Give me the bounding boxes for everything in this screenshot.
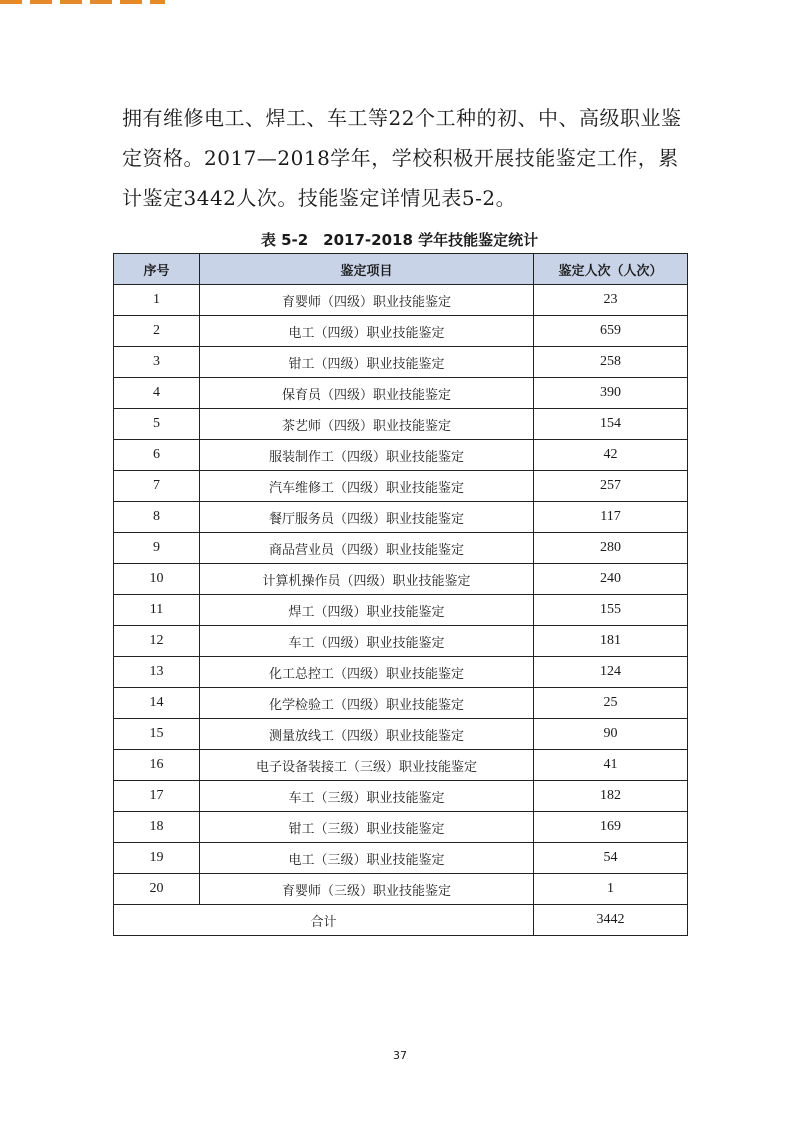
table-row	[114, 626, 688, 657]
row-number: 6	[114, 440, 200, 471]
row-count: 25	[534, 688, 688, 719]
table-row	[114, 502, 688, 533]
row-item: 育婴师（四级）职业技能鉴定	[200, 285, 534, 316]
row-item: 测量放线工（四级）职业技能鉴定	[200, 719, 534, 750]
row-count: 54	[534, 843, 688, 874]
row-item: 茶艺师（四级）职业技能鉴定	[200, 409, 534, 440]
row-number: 18	[114, 812, 200, 843]
table-row	[114, 471, 688, 502]
row-number: 17	[114, 781, 200, 812]
table-row	[114, 347, 688, 378]
row-number: 11	[114, 595, 200, 626]
row-item: 焊工（四级）职业技能鉴定	[200, 595, 534, 626]
table-row	[114, 812, 688, 843]
row-count: 155	[534, 595, 688, 626]
row-count: 42	[534, 440, 688, 471]
row-item: 商品营业员（四级）职业技能鉴定	[200, 533, 534, 564]
table-row	[114, 440, 688, 471]
table-row	[114, 316, 688, 347]
row-item: 化工总控工（四级）职业技能鉴定	[200, 657, 534, 688]
row-item: 电工（四级）职业技能鉴定	[200, 316, 534, 347]
skill-assessment-table	[113, 253, 688, 936]
table-row	[114, 378, 688, 409]
row-count: 41	[534, 750, 688, 781]
page-number: 37	[393, 1049, 407, 1062]
row-number: 13	[114, 657, 200, 688]
row-count: 124	[534, 657, 688, 688]
column-header-count: 鉴定人次（人次）	[534, 254, 688, 285]
row-count: 390	[534, 378, 688, 409]
row-number: 20	[114, 874, 200, 905]
row-number: 4	[114, 378, 200, 409]
row-count: 23	[534, 285, 688, 316]
table-header-row	[114, 254, 688, 285]
row-item: 计算机操作员（四级）职业技能鉴定	[200, 564, 534, 595]
table-row	[114, 533, 688, 564]
total-value: 3442	[534, 905, 688, 936]
row-number: 2	[114, 316, 200, 347]
table-row	[114, 564, 688, 595]
table-total-row	[114, 905, 688, 936]
row-number: 9	[114, 533, 200, 564]
row-number: 12	[114, 626, 200, 657]
total-label: 合计	[114, 905, 534, 936]
row-number: 14	[114, 688, 200, 719]
row-item: 化学检验工（四级）职业技能鉴定	[200, 688, 534, 719]
row-item: 电子设备装接工（三级）职业技能鉴定	[200, 750, 534, 781]
row-item: 车工（四级）职业技能鉴定	[200, 626, 534, 657]
row-number: 5	[114, 409, 200, 440]
row-number: 1	[114, 285, 200, 316]
row-number: 16	[114, 750, 200, 781]
row-item: 电工（三级）职业技能鉴定	[200, 843, 534, 874]
table-row	[114, 781, 688, 812]
header-decoration	[0, 0, 165, 4]
table-row	[114, 719, 688, 750]
column-header-item: 鉴定项目	[200, 254, 534, 285]
table-body	[114, 285, 688, 905]
table-row	[114, 750, 688, 781]
table-row	[114, 657, 688, 688]
row-item: 车工（三级）职业技能鉴定	[200, 781, 534, 812]
table-row	[114, 688, 688, 719]
row-count: 154	[534, 409, 688, 440]
table-row	[114, 595, 688, 626]
row-item: 钳工（三级）职业技能鉴定	[200, 812, 534, 843]
row-item: 汽车维修工（四级）职业技能鉴定	[200, 471, 534, 502]
row-count: 181	[534, 626, 688, 657]
row-number: 3	[114, 347, 200, 378]
row-item: 钳工（四级）职业技能鉴定	[200, 347, 534, 378]
column-header-number: 序号	[114, 254, 200, 285]
row-number: 8	[114, 502, 200, 533]
row-count: 1	[534, 874, 688, 905]
row-number: 19	[114, 843, 200, 874]
row-number: 15	[114, 719, 200, 750]
row-count: 257	[534, 471, 688, 502]
row-count: 258	[534, 347, 688, 378]
row-item: 服装制作工（四级）职业技能鉴定	[200, 440, 534, 471]
table-row	[114, 409, 688, 440]
row-count: 240	[534, 564, 688, 595]
row-number: 10	[114, 564, 200, 595]
row-count: 117	[534, 502, 688, 533]
row-count: 659	[534, 316, 688, 347]
row-count: 169	[534, 812, 688, 843]
row-count: 182	[534, 781, 688, 812]
row-item: 育婴师（三级）职业技能鉴定	[200, 874, 534, 905]
row-number: 7	[114, 471, 200, 502]
row-item: 保育员（四级）职业技能鉴定	[200, 378, 534, 409]
table-caption: 表 5-2 2017-2018 学年技能鉴定统计	[260, 231, 539, 249]
row-item: 餐厅服务员（四级）职业技能鉴定	[200, 502, 534, 533]
table-row	[114, 874, 688, 905]
row-count: 280	[534, 533, 688, 564]
row-count: 90	[534, 719, 688, 750]
body-paragraph: 拥有维修电工、焊工、车工等22个工种的初、中、高级职业鉴定资格。2017—2018学年，学校积极开展技能鉴定工作，累计鉴定3442人次。技能鉴定详情见表5-2。	[122, 106, 682, 210]
table-row	[114, 285, 688, 316]
table-row	[114, 843, 688, 874]
